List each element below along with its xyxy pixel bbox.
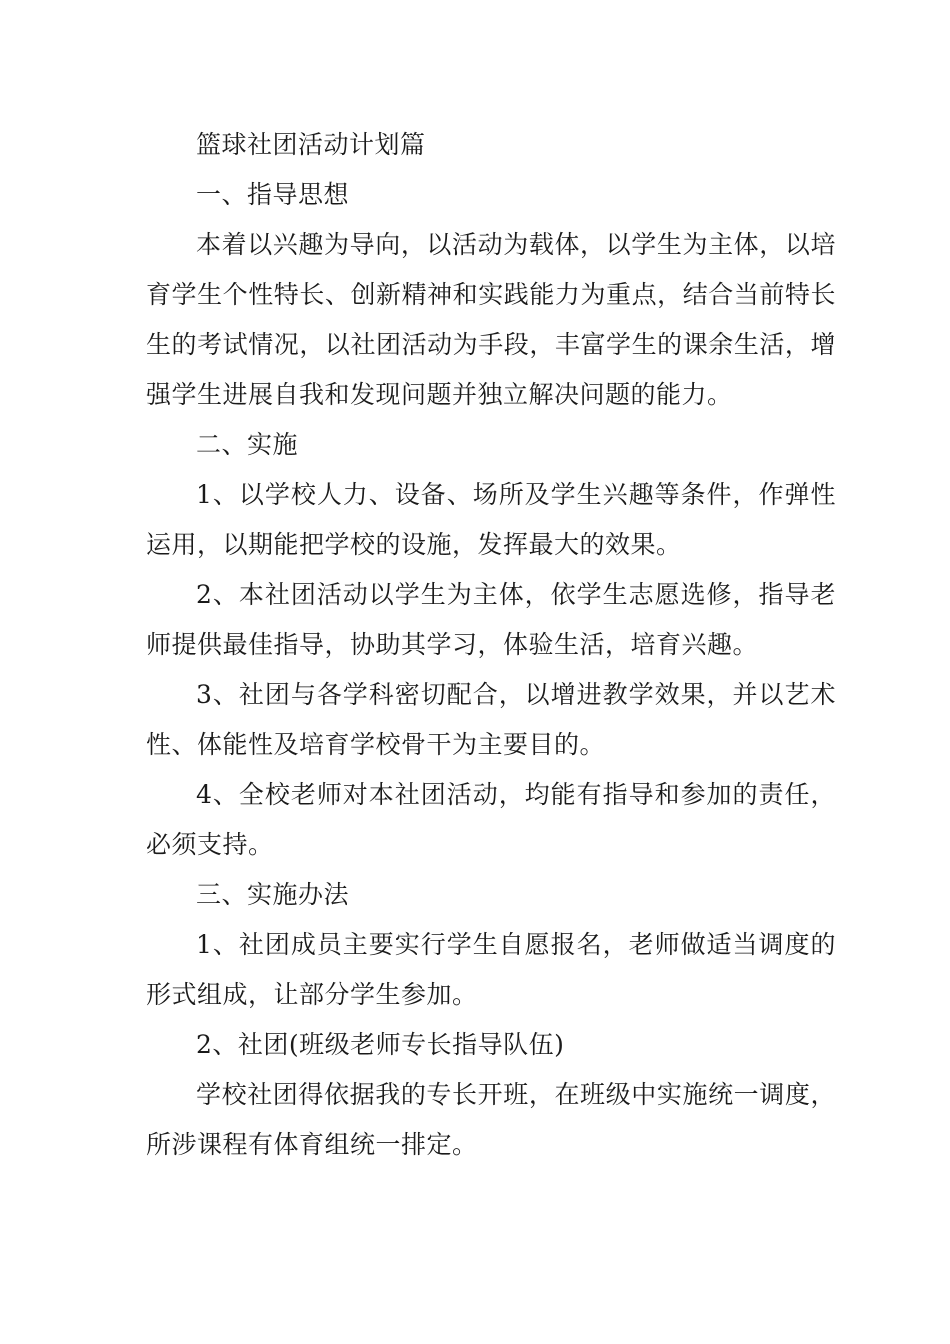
paragraph-implementation-3: 3、社团与各学科密切配合，以增进教学效果，并以艺术性、体能性及培育学校骨干为主要目的。 — [146, 680, 836, 759]
paragraph-implementation-2: 2、本社团活动以学生为主体，依学生志愿选修，指导老师提供最佳指导，协助其学习，体验生活，培育兴趣。 — [146, 580, 836, 659]
section-heading-guiding-thought: 一、指导思想 — [196, 180, 350, 209]
document-body — [146, 120, 836, 1170]
section-heading-implementation: 二、实施 — [196, 430, 299, 459]
paragraph-methods-1: 1、社团成员主要实行学生自愿报名，老师做适当调度的形式组成，让部分学生参加。 — [146, 930, 836, 1009]
paragraph-guiding-thought: 本着以兴趣为导向，以活动为载体，以学生为主体，以培育学生个性特长、创新精神和实践能力为重点，结合当前特长生的考试情况，以社团活动为手段，丰富学生的课余生活，增强学生进展自我和发现问题并独立解决问题的能力。 — [146, 230, 836, 409]
paragraph-methods-2: 2、社团(班级老师专长指导队伍) — [196, 1030, 565, 1059]
section-heading-implementation-methods: 三、实施办法 — [196, 880, 350, 909]
paragraph-implementation-4: 4、全校老师对本社团活动，均能有指导和参加的责任，必须支持。 — [146, 780, 836, 859]
document-title: 篮球社团活动计划篇 — [196, 130, 426, 159]
paragraph-implementation-1: 1、以学校人力、设备、场所及学生兴趣等条件，作弹性运用，以期能把学校的设施，发挥最大的效果。 — [146, 480, 836, 559]
paragraph-methods-3: 学校社团得依据我的专长开班，在班级中实施统一调度，所涉课程有体育组统一排定。 — [146, 1080, 836, 1159]
